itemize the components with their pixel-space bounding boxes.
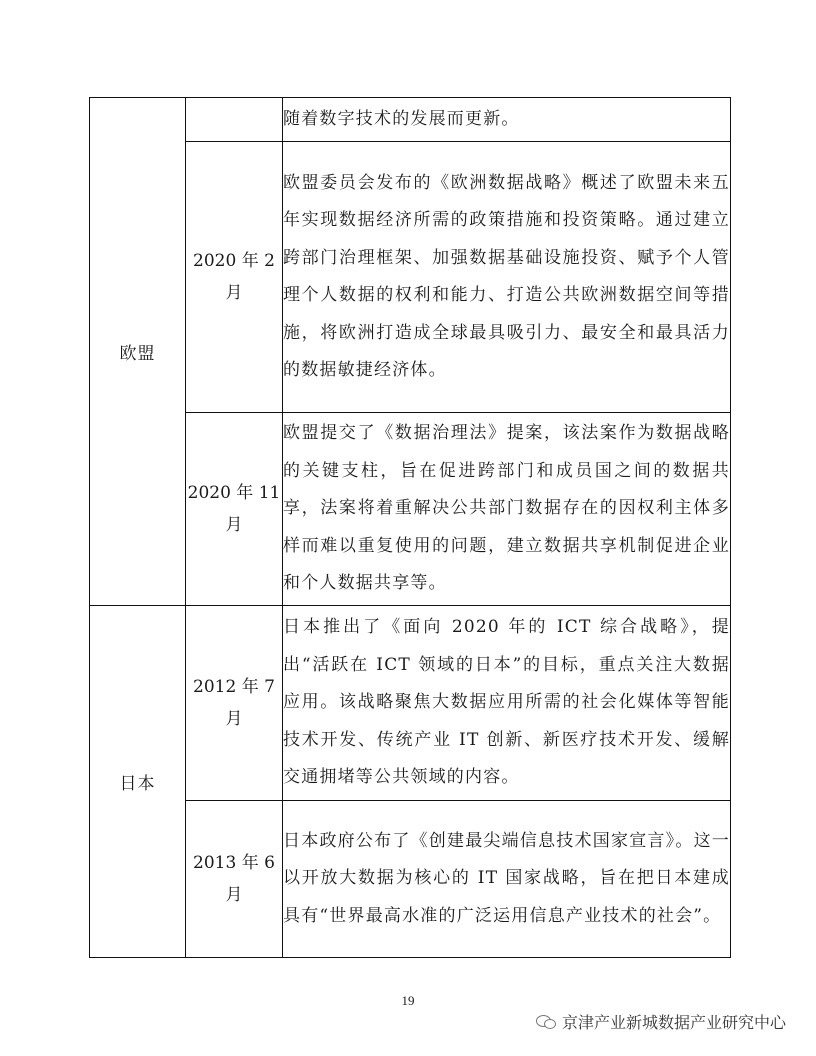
date-cell [186, 98, 283, 142]
watermark-text: 京津产业新城数据产业研究中心 [561, 1013, 786, 1032]
table-row [90, 98, 731, 142]
table-row [90, 606, 731, 801]
date-cell: 2020 年 11 月 [186, 413, 283, 606]
description-cell: 欧盟委员会发布的《欧洲数据战略》概述了欧盟未来五年实现数据经济所需的政策措施和投资策略。通过建立跨部门治理框架、加强数据基础设施投资、赋予个人管理个人数据的权利和能力、打造公共欧洲数据空间等措施，将欧洲打造成全球最具吸引力、最安全和最具活力的数据敏捷经济体。 [283, 142, 731, 413]
page-number: 19 [401, 993, 415, 1008]
date-cell: 2013 年 6 月 [186, 801, 283, 958]
table-row [90, 413, 731, 606]
description-cell: 欧盟提交了《数据治理法》提案，该法案作为数据战略的关键支柱，旨在促进跨部门和成员国之间的数据共享，法案将着重解决公共部门数据存在的因权利主体多样而难以重复使用的问题，建立数据共享机制促进企业和个人数据共享等。 [283, 413, 731, 606]
watermark [536, 1010, 786, 1033]
description-cell: 日本推出了《面向 2020 年的 ICT 综合战略》，提出“活跃在 ICT 领域的日本”的目标，重点关注大数据应用。该战略聚焦大数据应用所需的社会化媒体等智能技术开发、传统产业 IT 创新、新医疗技术开发、缓解交通拥堵等公共领域的内容。 [283, 606, 731, 801]
table-row [90, 142, 731, 413]
table-row [90, 801, 731, 958]
policy-table [89, 97, 731, 958]
date-cell: 2020 年 2 月 [186, 142, 283, 413]
region-cell-eu: 欧盟 [90, 98, 186, 606]
wechat-icon [536, 1014, 556, 1030]
date-cell: 2012 年 7 月 [186, 606, 283, 801]
description-cell: 日本政府公布了《创建最尖端信息技术国家宣言》。这一以开放大数据为核心的 IT 国家战略，旨在把日本建成具有“世界最高水准的广泛运用信息产业技术的社会”。 [283, 801, 731, 958]
description-cell: 随着数字技术的发展而更新。 [283, 98, 731, 142]
region-cell-japan: 日本 [90, 606, 186, 958]
